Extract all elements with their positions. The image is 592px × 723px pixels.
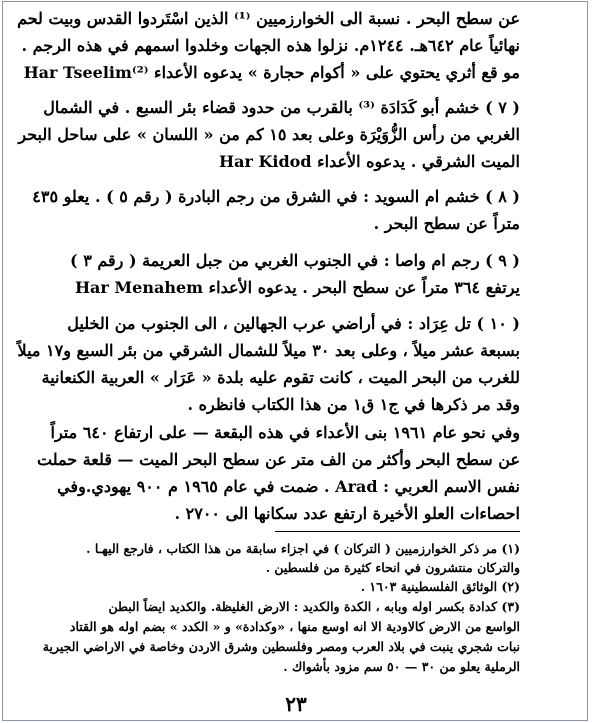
body-line: وفي نحو عام ١٩٦١ بنى الأعداء في هذه البقعة — على ارتفاع ٦٤٠ متراً (50, 423, 520, 442)
body-line: مو قع أثري يحتوي على « أكوام حجارة » يدعوه الأعداء Har Tseelim⁽²⁾ (23, 63, 520, 82)
footnote-line: نبات شجري ينبت في بلاد العرب ومصر وفلسطين وشرق الاردن وخاصة في الاراضي الجيرية (42, 639, 520, 654)
body-line: نهائياً عام ٦٤٢هـ. ١٢٤٤م. نزلوا هذه الجهات وخلدوا اسمهم في هذه الرجم . (21, 36, 520, 55)
body-line: وقد مر ذكرها في ج١ ق١ من هذا الكتاب فانظره . (187, 395, 520, 414)
footnote-line: (٣) كدادة بكسر اوله وبابه ، الكدة والكديد : الارض الغليظة. والكديد ايضاً البطن (108, 599, 520, 614)
body-line: ( ٨ ) خشم ام السويد : في الشرق من رجم البادرة ( رقم ٥ ) . يعلو ٤٣٥ (32, 187, 520, 206)
body-line: ( ٧ ) خشم أبو كَدَادَة ⁽³⁾ بالقرب من حدود قضاء بئر السبع . في الشمال (43, 98, 520, 117)
footnote-line: الواسع من الارض كالاودية الا انه اوسع منها ، «وكدادة» و « الكدد » بضم اوله هو القتاد (69, 619, 520, 634)
page-number: ٢٣ (285, 692, 307, 716)
body-line: احصاءات العلو الأخيرة ارتفع عدد سكانها الى ٢٧٠٠ . (174, 504, 520, 523)
body-line: نفس الاسم العربي : Arad . ضمت في عام ١٩٦٥ م ٩٠٠ يهودي.وفي (57, 477, 520, 496)
footnote-line: (١) مر ذكر الخوارزميين ( الترکان ) في اجزاء سابقة من هذا الكتاب ، فارجع اليهـا . (86, 541, 520, 556)
body-line: ( ٩ ) رجم ام واصا : في الجنوب الغربي من جبل العريمة ( رقم ٣ ) (70, 251, 520, 270)
body-line: ( ١٠ ) تل عِرَاد : في أراضي عرب الجهالين ، الى الجنوب من الخليل (67, 314, 520, 333)
footnote-line: الرملية يعلو من ٣٠ — ٥٠ سم مزود بأشواك . (283, 659, 520, 674)
body-line: عن سطح البحر . نسبة الى الخوارزميين ⁽¹⁾ الذين اسْتَردوا القدس وبيت لحم (17, 9, 520, 28)
body-line: للغرب من البحر الميت ، كانت تقوم عليه بلدة « عَرَار » العربية الكنعانية (41, 368, 520, 387)
body-line: بسبعة عشر ميلاً ، وعلى بعد ٣٠ ميلاً للشمال الشرقي من بئر السبع و١٧ ميلاً (17, 341, 520, 360)
body-line: يرتفع ٣٦٤ متراً عن سطح البحر . يدعوه الأعداء Har Menahem (74, 278, 520, 297)
body-line: متراً عن سطح البحر . (373, 214, 520, 233)
body-line: الميت الشرقي . يدعوه الأعداء Har Kidod (219, 152, 520, 171)
body-line: الغربي من رأس الزُّوَيْرَة وعلى بعد ١٥ كم من « اللسان » على ساحل البحر (18, 125, 520, 144)
footnote-separator (275, 531, 520, 532)
footnote-line: (٢) الوثائق الفلسطينية ١٦٠٣ . (360, 579, 520, 594)
body-line: عن سطح البحر وأكثر من الف متر عن سطح البحر الميت — قلعة حملت (37, 450, 520, 469)
footnote-line: والتركان منتشرون في انحاء كثيرة من فلسطين . (265, 560, 520, 575)
